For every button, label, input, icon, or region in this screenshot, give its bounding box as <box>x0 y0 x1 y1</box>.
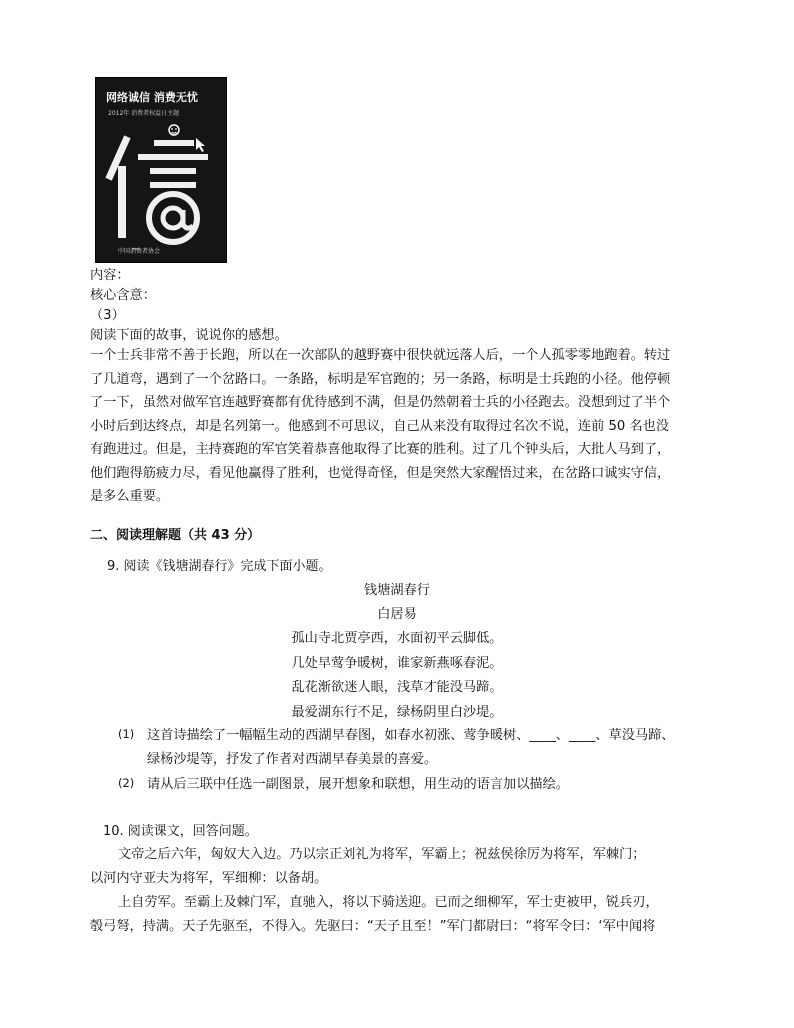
passage-line: 彀弓弩，持满。天子先驱至，不得入。先驱曰：“天子且至！”军门都尉曰：“将军令曰：‘军中闻将 <box>90 919 656 934</box>
integrity-poster-image <box>95 77 227 263</box>
poem-title: 钱塘湖春行 <box>364 583 430 598</box>
story-line: 了一下，虽然对做军官连越野赛都有优待感到不满，但是仍然朝着士兵的小径跑去。没想到过了半个 <box>90 395 671 410</box>
poem-author: 白居易 <box>377 607 417 622</box>
section-heading: 二、阅读理解题（共 43 分） <box>90 528 261 543</box>
poem-line: 乱花渐欲迷人眼，浅草才能没马蹄。 <box>291 680 503 695</box>
sub-question-1-text: 这首诗描绘了一幅幅生动的西湖早春图，如春水初涨、莺争暖树、____、____、草没马蹄、 <box>147 728 675 743</box>
story-line: 小时后到达终点，却是名列第一。他感到不可思议，自己从来没有取得过名次不说，连前 50 名也没 <box>90 419 670 434</box>
question-10-stem: 10. 阅读课文，回答问题。 <box>103 824 258 839</box>
poster-subtitle: 2012年 消费者权益日主题 <box>108 110 180 117</box>
story-line: 他们跑得筋疲力尽，看见他赢得了胜利，也觉得奇怪，但是突然大家醒悟过来，在岔路口诚实守信， <box>90 466 671 481</box>
story-line: 了几道弯，遇到了一个岔路口。一条路，标明是军官跑的；另一条路，标明是士兵跑的小径。他停顿 <box>90 372 671 387</box>
passage-line: 文帝之后六年，匈奴大入边。乃以宗正刘礼为将军，军霸上；祝兹侯徐厉为将军，军棘门； <box>118 847 646 862</box>
poem-line: 最爱湖东行不足，绿杨阴里白沙堤。 <box>291 705 503 720</box>
content-label: 内容： <box>90 268 130 283</box>
story-line: 一个士兵非常不善于长跑，所以在一次部队的越野赛中很快就远落人后，一个人孤零零地跑着。转过 <box>90 348 671 363</box>
poem-line: 孤山寺北贾亭西，水面初平云脚低。 <box>291 631 503 646</box>
meaning-label: 核心含意： <box>90 288 156 303</box>
sub-question-1-number: (1) <box>118 727 135 741</box>
question-9-stem: 9. 阅读《钱塘湖春行》完成下面小题。 <box>107 559 332 574</box>
sub-question-2-text: 请从后三联中任选一副图景，展开想象和联想，用生动的语言加以描绘。 <box>147 777 569 792</box>
item-number-3: （3） <box>90 308 125 323</box>
passage-line: 以河内守亚夫为将军，军细柳：以备胡。 <box>90 871 328 886</box>
sub-question-2-number: (2) <box>118 776 135 790</box>
poster-title: 网络诚信 消费无忧 <box>106 91 198 104</box>
poster-footer: 中国消费者协会 <box>118 248 161 255</box>
poem-line: 几处早莺争暖树，谁家新燕啄春泥。 <box>291 656 503 671</box>
story-line: 有跑进过。但是，主持赛跑的军官笑着恭喜他取得了比赛的胜利。过了几个钟头后，大批人马到了， <box>90 442 671 457</box>
xin-at-graphic <box>96 78 226 262</box>
story-prompt: 阅读下面的故事，说说你的感想。 <box>90 328 288 343</box>
story-line: 是多么重要。 <box>90 489 170 504</box>
sub-question-1-text-cont: 绿杨沙堤等，抒发了作者对西湖早春美景的喜爱。 <box>147 752 438 767</box>
passage-line: 上自劳军。至霸上及棘门军，直驰入，将以下骑送迎。已而之细柳军，军士吏被甲，锐兵刃， <box>118 895 659 910</box>
